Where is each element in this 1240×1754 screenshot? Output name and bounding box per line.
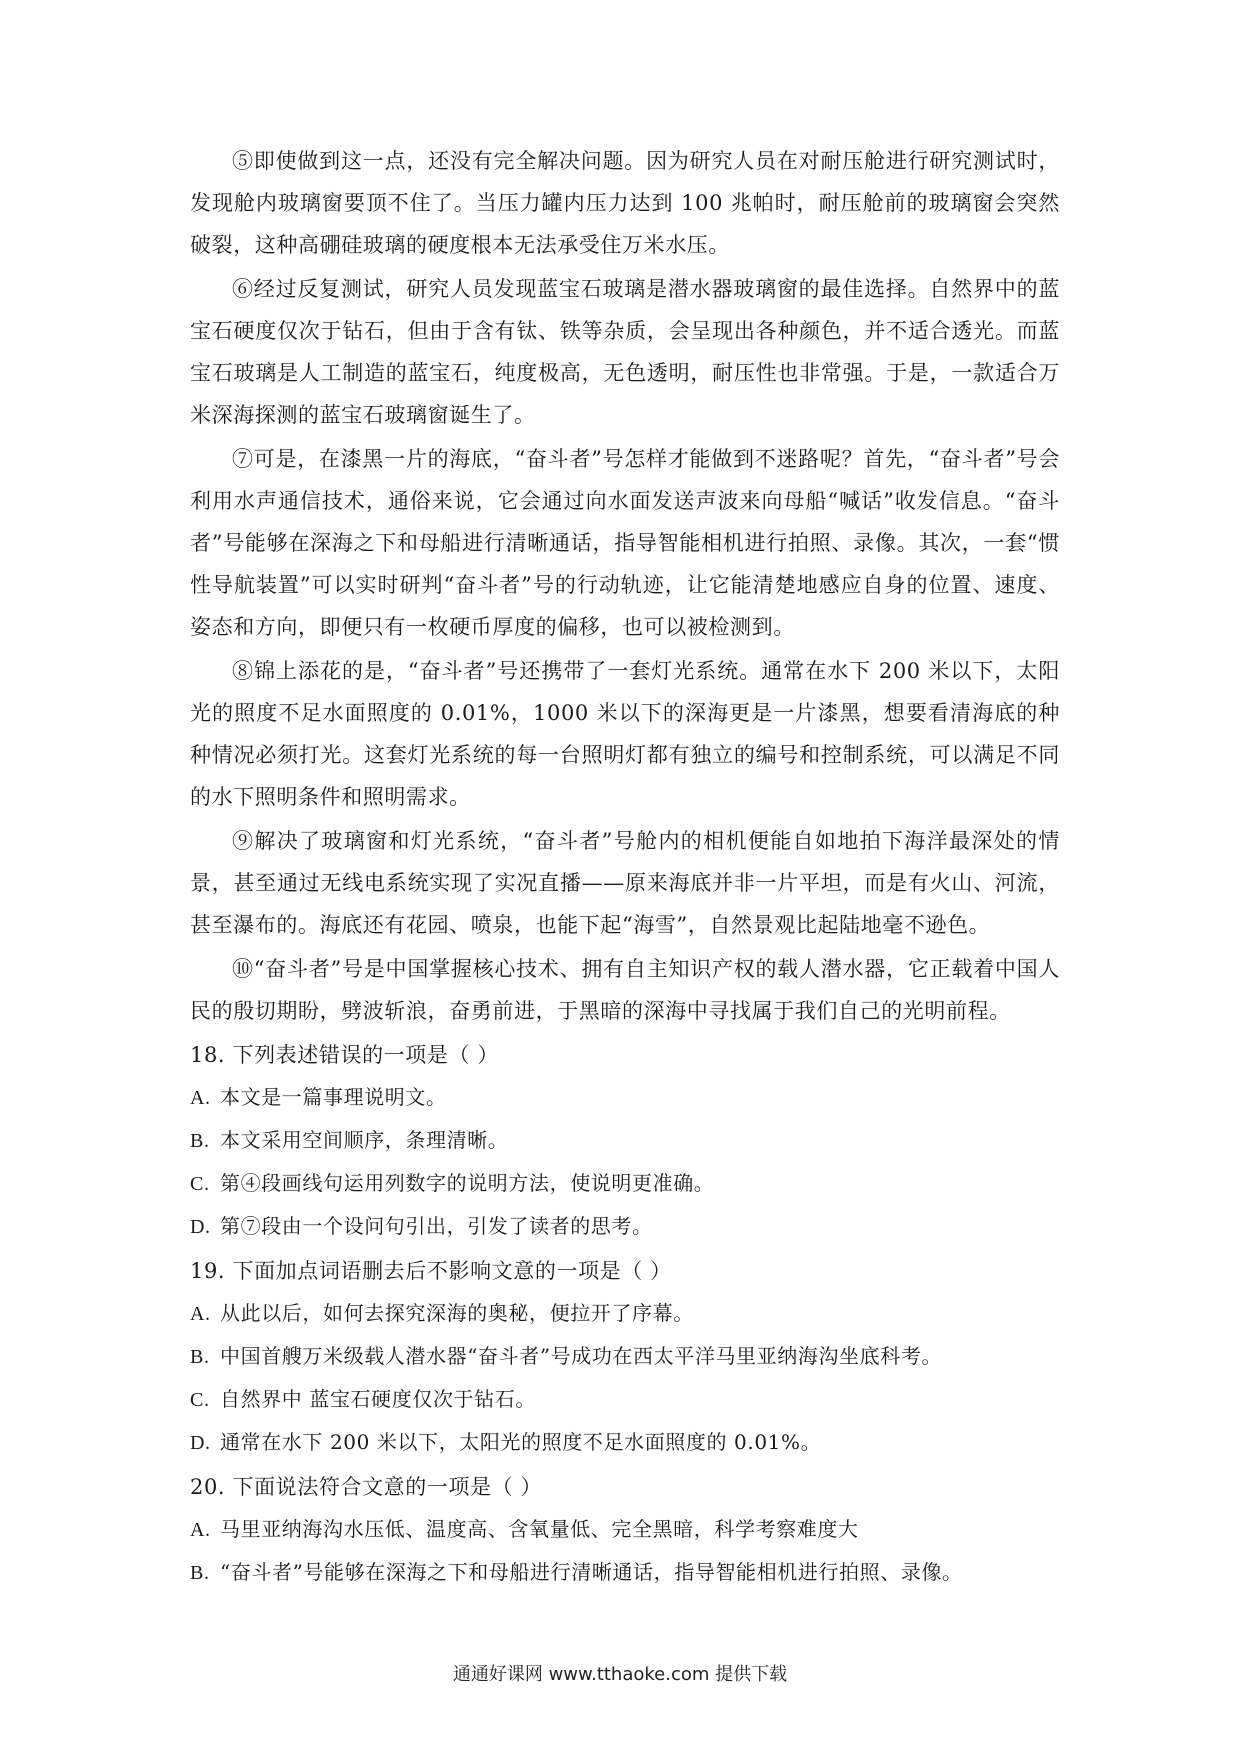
option-b — [190, 1335, 1060, 1378]
option-letter: A. — [190, 1519, 211, 1541]
question-stem: 19. 下面加点词语删去后不影响文意的一项是（ ） — [190, 1259, 672, 1283]
option-letter: B. — [190, 1562, 210, 1584]
document-page — [190, 140, 1060, 1594]
page-footer: 通通好课网 www.tthaoke.com 提供下载 — [452, 1664, 788, 1685]
option-text: 本文是一篇事理说明文。 — [220, 1085, 447, 1109]
question-19 — [190, 1250, 1060, 1464]
option-letter: C. — [190, 1173, 210, 1195]
option-b — [190, 1119, 1060, 1162]
option-letter: B. — [190, 1130, 210, 1152]
option-text: 中国首艘万米级载人潜水器“奋斗者”号成功在西太平洋马里亚纳海沟坐底科考。 — [220, 1344, 943, 1368]
question-stem: 20. 下面说法符合文意的一项是（ ） — [190, 1475, 543, 1499]
paragraph-5: ⑤即使做到这一点，还没有完全解决问题。因为研究人员在对耐压舱进行研究测试时，发现舱内玻璃窗要顶不住了。当压力罐内压力达到 100 兆帕时，耐压舱前的玻璃窗会突然破裂，这种高硼硅玻璃的硬度根本无法承受住万米水压。 — [190, 149, 1060, 257]
option-text: 通常在水下 200 米以下，太阳光的照度不足水面照度的 0.01%。 — [220, 1430, 822, 1454]
option-letter: D. — [190, 1216, 211, 1238]
option-letter: B. — [190, 1346, 210, 1368]
option-a — [190, 1076, 1060, 1119]
question-20 — [190, 1466, 1060, 1594]
option-letter: C. — [190, 1389, 210, 1411]
question-stem: 18. 下列表述错误的一项是（ ） — [190, 1043, 499, 1067]
option-text: 第④段画线句运用列数字的说明方法，使说明更准确。 — [220, 1171, 715, 1195]
paragraph-10: ⑩“奋斗者”号是中国掌握核心技术、拥有自主知识产权的载人潜水器，它正载着中国人民的殷切期盼，劈波斩浪，奋勇前进，于黑暗的深海中寻找属于我们自己的光明前程。 — [190, 957, 1060, 1023]
option-b — [190, 1551, 1060, 1594]
option-letter: D. — [190, 1432, 211, 1454]
option-text: “奋斗者”号能够在深海之下和母船进行清晰通话，指导智能相机进行拍照、录像。 — [220, 1560, 963, 1584]
paragraph-9: ⑨解决了玻璃窗和灯光系统，“奋斗者”号舱内的相机便能自如地拍下海洋最深处的情景，甚至通过无线电系统实现了实况直播——原来海底并非一片平坦，而是有火山、河流，甚至瀑布的。海底还有花园、喷泉，也能下起“海雪”，自然景观比起陆地毫不逊色。 — [190, 829, 1060, 937]
paragraph-7: ⑦可是，在漆黑一片的海底，“奋斗者”号怎样才能做到不迷路呢？首先，“奋斗者”号会利用水声通信技术，通俗来说，它会通过向水面发送声波来向母船“喊话”收发信息。“奋斗者”号能够在深海之下和母船进行清晰通话，指导智能相机进行拍照、录像。其次，一套“惯性导航装置”可以实时研判“奋斗者”号的行动轨迹，让它能清楚地感应自身的位置、速度、姿态和方向，即便只有一枚硬币厚度的偏移，也可以被检测到。 — [190, 447, 1060, 639]
option-c — [190, 1378, 1060, 1421]
option-text: 从此以后，如何去探究深海的奥秘，便拉开了序幕。 — [220, 1301, 694, 1325]
option-letter: A. — [190, 1087, 211, 1109]
option-d — [190, 1205, 1060, 1248]
question-18 — [190, 1034, 1060, 1248]
paragraph-6: ⑥经过反复测试，研究人员发现蓝宝石玻璃是潜水器玻璃窗的最佳选择。自然界中的蓝宝石硬度仅次于钻石，但由于含有钛、铁等杂质，会呈现出各种颜色，并不适合透光。而蓝宝石玻璃是人工制造的蓝宝石，纯度极高，无色透明，耐压性也非常强。于是，一款适合万米深海探测的蓝宝石玻璃窗诞生了。 — [190, 277, 1060, 427]
option-text: 第⑦段由一个设问句引出，引发了读者的思考。 — [220, 1214, 653, 1238]
paragraph-8: ⑧锦上添花的是，“奋斗者”号还携带了一套灯光系统。通常在水下 200 米以下，太阳光的照度不足水面照度的 0.01%，1000 米以下的深海更是一片漆黑，想要看清海底的种种情况必须打光。这套灯光系统的每一台照明灯都有独立的编号和控制系统，可以满足不同的水下照明条件和照明需求。 — [190, 659, 1060, 809]
option-a — [190, 1292, 1060, 1335]
option-text: 本文采用空间顺序，条理清晰。 — [220, 1128, 509, 1152]
option-c — [190, 1162, 1060, 1205]
option-letter: A. — [190, 1303, 211, 1325]
option-a — [190, 1508, 1060, 1551]
option-text: 马里亚纳海沟水压低、温度高、含氧量低、完全黑暗，科学考察难度大 — [220, 1517, 859, 1541]
option-text: 自然界中 蓝宝石硬度仅次于钻石。 — [220, 1387, 536, 1411]
option-d — [190, 1421, 1060, 1464]
